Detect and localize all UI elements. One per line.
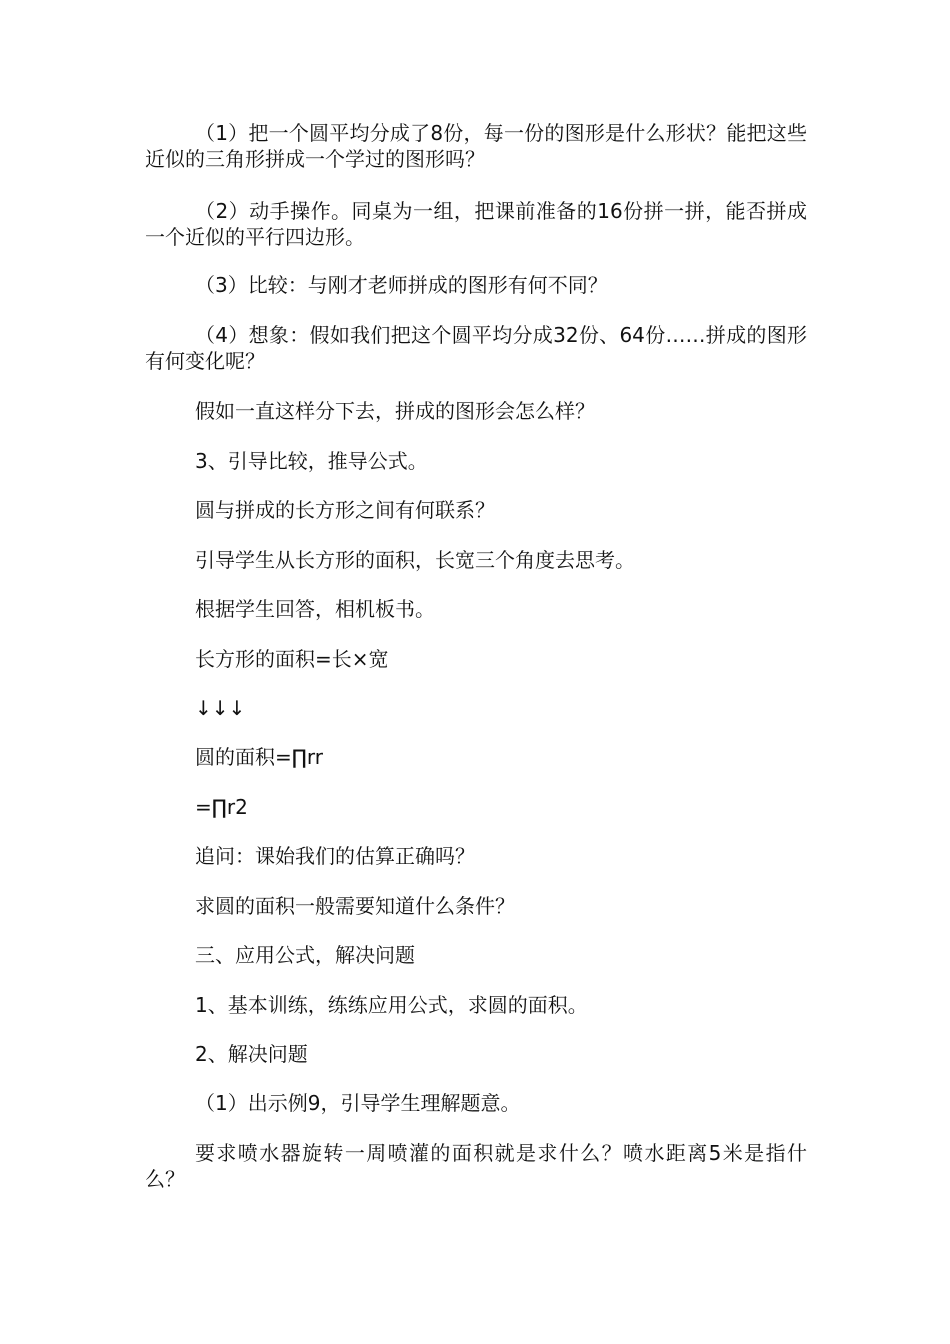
- paragraph-18: 2、解决问题: [195, 1042, 308, 1066]
- paragraph-19: （1）出示例9，引导学生理解题意。: [195, 1091, 521, 1115]
- paragraph-12: 圆的面积=∏rr: [195, 745, 323, 769]
- paragraph-7: 圆与拼成的长方形之间有何联系？: [195, 498, 495, 522]
- paragraph-8: 引导学生从长方形的面积，长宽三个角度去思考。: [195, 548, 635, 572]
- paragraph-1: （1）把一个圆平均分成了8份，每一份的图形是什么形状？能把这些近似的三角形拼成一个学过的图形吗？: [145, 121, 807, 171]
- paragraph-3: （3）比较：与刚才老师拼成的图形有何不同？: [195, 273, 608, 297]
- paragraph-arrows: ↓↓↓: [195, 696, 246, 720]
- paragraph-2: （2）动手操作。同桌为一组，把课前准备的16份拼一拼，能否拼成一个近似的平行四边形。: [145, 199, 807, 249]
- paragraph-4: （4）想象：假如我们把这个圆平均分成32份、64份……拼成的图形有何变化呢？: [145, 323, 807, 373]
- paragraph-10: 长方形的面积=长×宽: [195, 647, 389, 671]
- paragraph-20: 要求喷水器旋转一周喷灌的面积就是求什么？喷水距离5米是指什么？: [145, 1141, 807, 1191]
- paragraph-17: 1、基本训练，练练应用公式，求圆的面积。: [195, 993, 588, 1017]
- paragraph-9: 根据学生回答，相机板书。: [195, 597, 435, 621]
- paragraph-6: 3、引导比较，推导公式。: [195, 449, 428, 473]
- paragraph-5: 假如一直这样分下去，拼成的图形会怎么样？: [195, 399, 595, 423]
- paragraph-16: 三、应用公式，解决问题: [195, 943, 415, 967]
- paragraph-13: =∏r2: [195, 795, 248, 819]
- paragraph-14: 追问：课始我们的估算正确吗？: [195, 844, 475, 868]
- paragraph-15: 求圆的面积一般需要知道什么条件？: [195, 894, 515, 918]
